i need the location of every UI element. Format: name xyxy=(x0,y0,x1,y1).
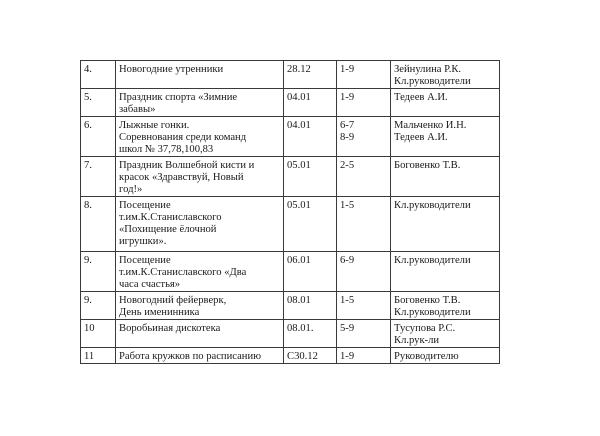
table-row xyxy=(81,117,500,157)
table-row xyxy=(81,61,500,89)
row-number: 6. xyxy=(81,117,116,157)
grade-range: 2-5 xyxy=(337,157,391,197)
row-number: 9. xyxy=(81,252,116,292)
grade-range: 6-7 8-9 xyxy=(337,117,391,157)
event-date: 05.01 xyxy=(284,197,337,252)
event-name: Воробьиная дискотека xyxy=(116,320,284,348)
row-number: 9. xyxy=(81,292,116,320)
table-row xyxy=(81,292,500,320)
event-name: Работа кружков по расписанию xyxy=(116,348,284,364)
event-schedule-table xyxy=(80,60,500,364)
responsible-person: Боговенко Т.В. xyxy=(391,157,500,197)
event-name: Посещение т.им.К.Станиславского «Два часа счастья» xyxy=(116,252,284,292)
grade-range: 6-9 xyxy=(337,252,391,292)
event-date: 05.01 xyxy=(284,157,337,197)
event-date: 04.01 xyxy=(284,89,337,117)
row-number: 5. xyxy=(81,89,116,117)
responsible-person: Кл.руководители xyxy=(391,197,500,252)
grade-range: 5-9 xyxy=(337,320,391,348)
table-row xyxy=(81,89,500,117)
responsible-person: Зейнулина Р.К. Кл.руководители xyxy=(391,61,500,89)
row-number: 7. xyxy=(81,157,116,197)
event-date: 28.12 xyxy=(284,61,337,89)
table-row xyxy=(81,252,500,292)
table-row xyxy=(81,348,500,364)
event-name: Посещение т.им.К.Станиславского «Похищение ёлочной игрушки». xyxy=(116,197,284,252)
event-name: Лыжные гонки. Соревнования среди команд школ № 37,78,100,83 xyxy=(116,117,284,157)
row-number: 11 xyxy=(81,348,116,364)
grade-range: 1-9 xyxy=(337,348,391,364)
event-name: Праздник Волшебной кисти и красок «Здравствуй, Новый год!» xyxy=(116,157,284,197)
row-number: 4. xyxy=(81,61,116,89)
responsible-person: Кл.руководители xyxy=(391,252,500,292)
table-row xyxy=(81,157,500,197)
responsible-person: Руководителю xyxy=(391,348,500,364)
responsible-person: Тусупова Р.С. Кл.рук-ли xyxy=(391,320,500,348)
event-name: Праздник спорта «Зимние забавы» xyxy=(116,89,284,117)
row-number: 8. xyxy=(81,197,116,252)
event-date: 08.01. xyxy=(284,320,337,348)
event-name: Новогодние утренники xyxy=(116,61,284,89)
grade-range: 1-9 xyxy=(337,89,391,117)
grade-range: 1-9 xyxy=(337,61,391,89)
grade-range: 1-5 xyxy=(337,292,391,320)
event-date: С30.12 xyxy=(284,348,337,364)
responsible-person: Боговенко Т.В. Кл.руководители xyxy=(391,292,500,320)
event-date: 08.01 xyxy=(284,292,337,320)
grade-range: 1-5 xyxy=(337,197,391,252)
event-name: Новогодний фейерверк, День именинника xyxy=(116,292,284,320)
table-row xyxy=(81,320,500,348)
event-date: 06.01 xyxy=(284,252,337,292)
event-date: 04.01 xyxy=(284,117,337,157)
row-number: 10 xyxy=(81,320,116,348)
responsible-person: Тедеев А.И. xyxy=(391,89,500,117)
table-row xyxy=(81,197,500,252)
responsible-person: Мальченко И.Н. Тедеев А.И. xyxy=(391,117,500,157)
